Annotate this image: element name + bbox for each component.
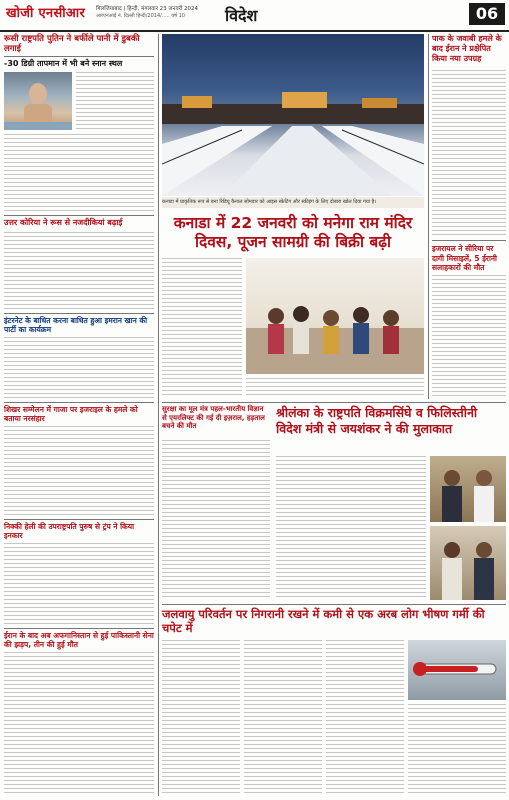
column-divider (428, 34, 429, 399)
putin-headline: रूसी राष्ट्रपति पुतिन ने बर्फीले पानी में डुबकी लगाई (4, 34, 140, 54)
climate-body-col4 (408, 704, 506, 796)
korea-headline: उत्तर कोरिया ने रूस से नजदीकियां बढ़ाई (4, 218, 123, 227)
putin-body-text-cont (4, 134, 154, 212)
divider (4, 402, 154, 403)
canal-photo (162, 34, 424, 196)
canal-photo-caption: कनाडा में प्राकृतिक रूप से बना रिडियू कैनाल सोमवार को आइस स्केटिंग और स्कीइंग के लिए दोबारा खोल दिया गया है। (162, 197, 424, 208)
pakistan-iran-body-text (432, 70, 506, 236)
iran-afghan-headline: ईरान के बाद अब अफगानिस्तान से हुई पाकिस्तानी सेना की झड़प, तीन की हुई मौत (4, 631, 154, 649)
divider (4, 628, 154, 629)
gaza-body-text (4, 426, 154, 516)
srilanka-headline: श्रीलंका के राष्ट्रपति विक्रमसिंघे व फिलिस्तीनी विदेश मंत्री से जयशंकर ने की मुलाकात (276, 405, 478, 436)
iran-afghan-body-text (4, 652, 154, 796)
newspaper-logo: खोजी एनसीआर (6, 6, 86, 21)
temple-pooja-photo (246, 258, 424, 374)
middle-left-body-text (162, 440, 270, 600)
gaza-headline: शिखर सम्मेलन में गाजा पर इजराइल के हमले को बताया नरसंहार (4, 405, 138, 423)
putin-photo (4, 72, 72, 130)
climate-body-col2 (244, 640, 322, 796)
section-title: विदेश (225, 6, 258, 25)
israel-syria-headline: इजरायल ने सीरिया पर दागी मिसाइलें, 5 ईरानी सलाहकारों की मौत (432, 244, 497, 272)
divider (4, 519, 154, 520)
nikki-headline: निक्की हेली की उपराष्ट्रपति पुरुष से ट्रंप ने किया इनकार (4, 522, 135, 540)
imran-body-text (4, 337, 154, 399)
divider (4, 313, 154, 314)
srilanka-body-text (276, 456, 426, 600)
jaishankar-photo-2 (430, 526, 506, 600)
putin-subhead: -30 डिग्री तापमान में भी बने स्नान स्थल (4, 56, 154, 69)
korea-body-text (4, 232, 154, 310)
divider (162, 402, 506, 403)
divider (432, 240, 506, 241)
thermometer-photo (408, 640, 506, 700)
main-photo-caption-text (246, 378, 424, 398)
pakistan-iran-headline: पाक के जवाबी हमले के बाद ईरान ने प्रक्षेपित किया नया उपग्रह (432, 34, 502, 63)
registration-line: आरएनआई नं. दिल्ली हिन्दी/2014/..... वर्ष 10 (96, 13, 185, 19)
page-number: 06 (469, 3, 505, 25)
climate-body-col3 (326, 640, 404, 796)
column-divider (158, 34, 159, 796)
putin-body-text (76, 72, 154, 130)
main-body-col1 (162, 258, 242, 398)
dateline: गिलजियाबाद | हिन्दी, मंगलवार 23 जनवरी 2024 (96, 6, 199, 12)
main-headline: कनाडा में 22 जनवरी को मनेगा राम मंदिर दिवस, पूजन सामग्री की बिक्री बढ़ी (173, 214, 413, 251)
divider (162, 604, 506, 605)
jaishankar-photo-1 (430, 456, 506, 522)
nikki-body-text (4, 543, 154, 625)
climate-body-col1 (162, 640, 240, 796)
climate-headline: जलवायु परिवर्तन पर निगरानी रखने में कमी से एक अरब लोग भीषण गर्मी की चपेट में (162, 607, 485, 635)
middle-left-headline: सुरक्षा का मूल मंत्र पहल-भारतीय विज्ञान से एयरलिफ्ट की गई दी इज़राल, हड़ताल बचने की मौत (162, 405, 265, 430)
divider (4, 215, 154, 216)
israel-syria-body-text (432, 275, 506, 399)
imran-headline: इंटरनेट के बाधित करना बाधित हुआ इमरान खान की पार्टी का कार्यक्रम (4, 316, 148, 334)
